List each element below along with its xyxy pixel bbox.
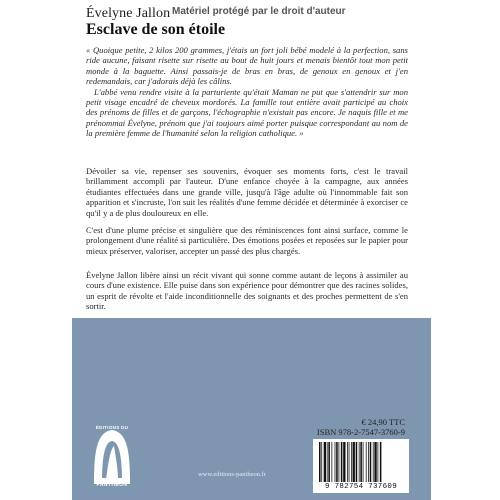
price: € 24,90 TTC [361, 417, 405, 427]
author-name: Évelyne Jallon [86, 6, 171, 21]
publisher-website: www.editions-pantheon.fr [198, 471, 266, 478]
summary-paragraph: C'est d'une plume précise et singulière que des réminiscences font ainsi surface, comme le prolongement d'une réalité si particulière. Des émotions posées et reposées sur le papier pour mieux préserver, valoriser, accepter un passé des plus chargés. [86, 225, 408, 256]
barcode [313, 439, 409, 493]
quote-paragraph: « Quoique petite, 2 kilos 200 grammes, j'étais un fort joli bébé modelé à la perfection, sans ride aucune, faisant risette sur risette au bout de huit jours et menais bientôt tout mon petit monde à la baguette. Ainsi passais-je de bras en bras, de genoux en genoux et j'en redemandais, car j'adorais déjà les câlins. [86, 45, 408, 87]
publisher-name-top: ÉDITIONS DU [95, 425, 129, 430]
publisher-name: PANTHEON [96, 482, 128, 488]
quote-paragraph: L'abbé venu rendre visite à la parturiente qu'était Maman ne put que s'attendrir sur mon petit visage encadré de cheveux mordorés. La famille tout entière avait participé au choix des prénoms de filles et de garçons, l'échographie n'existait pas encore. Je naquis fille et me prénommai Évelyne, prénom que j'ai toujours aimé porter puisque correspondant au nom de la première femme de l'humanité selon la religion catholique. » [86, 86, 408, 139]
excerpt-quote [86, 45, 408, 139]
isbn: ISBN 978-2-7547-3760-9 [316, 427, 405, 437]
book-title: Esclave de son étoile [86, 21, 226, 38]
book-back-cover [72, 0, 431, 500]
copyright-watermark: Matériel protégé par le droit d'auteur [172, 6, 346, 17]
barcode-number: 9 782754 737609 [324, 483, 397, 491]
barcode-icon [319, 442, 403, 482]
summary-paragraph: Évelyne Jallon libère ainsi un récit vivant qui sonne comme autant de leçons à assimiler au cours d'une existence. Elle puise dans son expérience pour démontrer que des racines solides, un esprit de révolte et l'aide inconditionnelle des soignants et des proches permettent de s'en sortir. [86, 270, 408, 312]
summary-paragraph: Dévoiler sa vie, repenser ses souvenirs, évoquer ses moments forts, c'est le travail brillamment accompli par l'auteur. D'une enfance choyée à la campagne, aux années étudiantes effectuées dans une grande ville, jusqu'à l'âge adulte où l'innommable fait son apparition et s'incruste, l'on suit les réalités d'une femme décidée et déterminée à exorciser ce qu'il y a de plus douloureux en elle. [86, 166, 408, 218]
